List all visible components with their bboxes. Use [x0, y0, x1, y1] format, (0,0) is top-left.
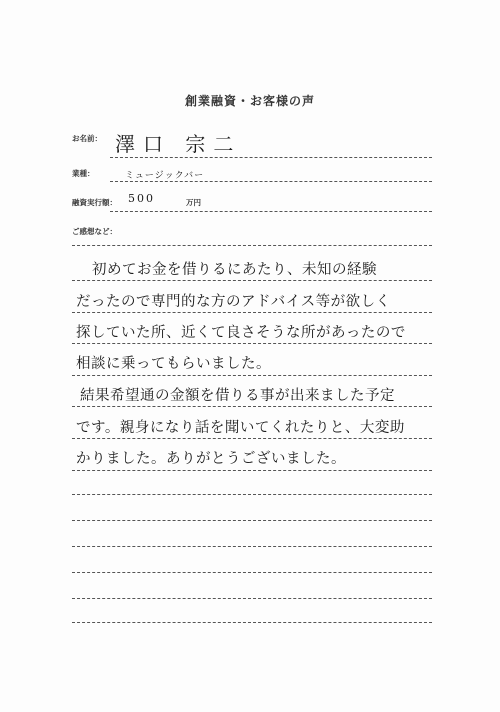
amount-label: 融資実行額：: [72, 198, 117, 207]
comment-line: 相談に乗ってもらいました。: [76, 356, 271, 372]
name-label: お名前：: [72, 134, 102, 143]
comment-rule: [72, 470, 432, 471]
job-label: 業種：: [72, 169, 95, 178]
name-value: 澤口 宗二: [115, 132, 242, 156]
empty-rule: [72, 520, 432, 521]
comment-line: だったので専門的な方のアドバイス等が欲しく: [76, 294, 391, 310]
empty-rule: [72, 546, 432, 547]
job-value: ミュージックバー: [125, 171, 205, 181]
comment-rule: [72, 245, 432, 246]
empty-rule: [72, 494, 432, 495]
comment-line: 結果希望通の金額を借りる事が出来ました予定: [80, 388, 395, 404]
comment-line: かりました。ありがとうございました。: [76, 451, 346, 467]
empty-rule: [72, 598, 432, 599]
comment-line: です。親身になり話を聞いてくれたりと、大変助: [76, 420, 405, 436]
form-title: 創業融資・お客様の声: [184, 94, 315, 108]
comment-rule: [72, 343, 432, 344]
comment-rule: [72, 312, 432, 313]
amount-value: 500: [128, 192, 155, 205]
comment-line: 初めてお金を借りるにあたり、未知の経験: [92, 262, 377, 278]
name-rule: [110, 157, 432, 158]
comment-rule: [72, 280, 432, 281]
comment-rule: [72, 406, 432, 407]
comment-label: ご感想など：: [72, 227, 117, 236]
empty-rule: [72, 622, 432, 623]
empty-rule: [72, 572, 432, 573]
comment-rule: [72, 375, 432, 376]
amount-unit: 万円: [186, 198, 201, 207]
comment-rule: [72, 438, 432, 439]
comment-line: 探していた所、近くて良さそうな所があったので: [76, 325, 406, 341]
job-rule: [110, 181, 432, 182]
amount-rule: [110, 211, 432, 212]
